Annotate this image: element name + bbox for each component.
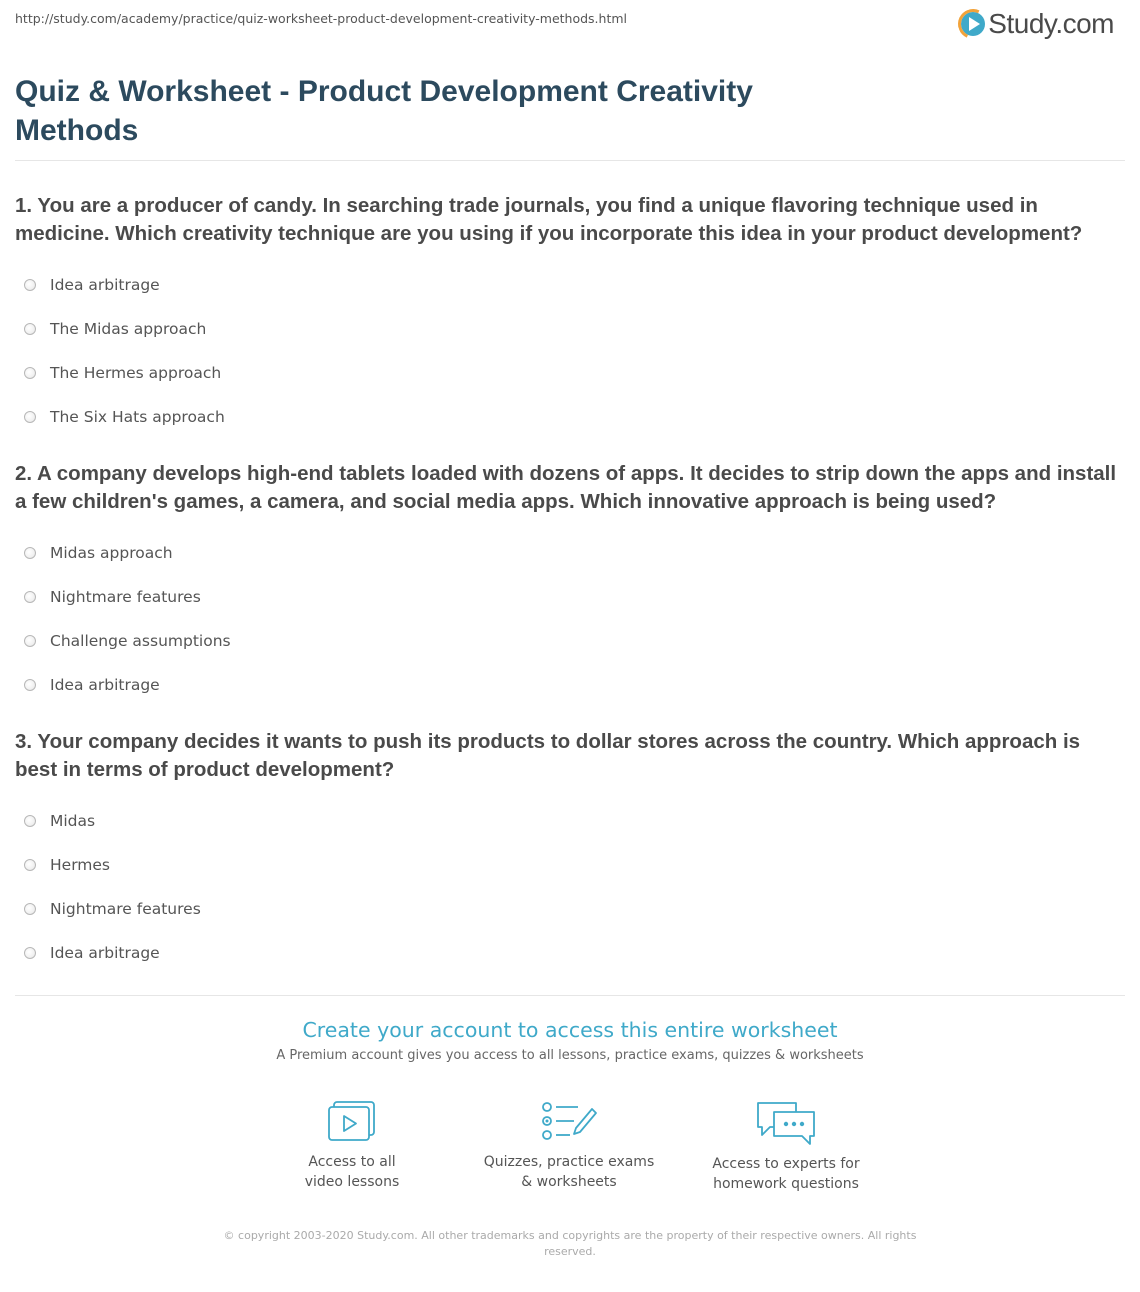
option-label: The Six Hats approach (50, 408, 225, 426)
answer-option[interactable] (15, 307, 1127, 351)
section-divider (15, 995, 1125, 996)
feature-quizzes (469, 1100, 669, 1192)
signup-promo (0, 1018, 1140, 1063)
answer-option[interactable] (15, 263, 1127, 307)
option-label: Nightmare features (50, 588, 201, 606)
chat-bubbles-icon (754, 1100, 818, 1146)
question-2 (15, 460, 1127, 707)
answer-options (15, 263, 1127, 439)
radio-button[interactable] (24, 323, 36, 335)
video-lessons-icon (325, 1100, 379, 1144)
feature-label-line2: homework questions (713, 1176, 859, 1192)
radio-button[interactable] (24, 279, 36, 291)
radio-button[interactable] (24, 547, 36, 559)
study-logo[interactable] (961, 8, 1114, 40)
question-1 (15, 192, 1127, 439)
radio-button[interactable] (24, 635, 36, 647)
answer-options (15, 531, 1127, 707)
radio-button[interactable] (24, 815, 36, 827)
promo-subtitle: A Premium account gives you access to all lessons, practice exams, quizzes & worksheets (276, 1048, 864, 1063)
answer-option[interactable] (15, 575, 1127, 619)
option-label: Nightmare features (50, 900, 201, 918)
option-label: Challenge assumptions (50, 632, 231, 650)
answer-option[interactable] (15, 531, 1127, 575)
option-label: Idea arbitrage (50, 944, 160, 962)
answer-option[interactable] (15, 843, 1127, 887)
feature-video-lessons (252, 1100, 452, 1192)
title-divider (15, 160, 1125, 161)
question-text: 3. Your company decides it wants to push its products to dollar stores across the country. Which approach is best in terms of product development? (15, 730, 1081, 781)
feature-label-line1: Access to experts for (712, 1156, 860, 1172)
answer-option[interactable] (15, 395, 1127, 439)
quiz-checklist-icon (540, 1100, 598, 1144)
page-title: Quiz & Worksheet - Product Development Creativity Methods (15, 75, 753, 147)
answer-option[interactable] (15, 931, 1127, 975)
copyright-notice: © copyright 2003-2020 Study.com. All other trademarks and copyrights are the property of their respective owners. All rights reserved. (223, 1229, 917, 1258)
radio-button[interactable] (24, 679, 36, 691)
create-account-link[interactable]: Create your account to access this entire worksheet (302, 1018, 838, 1042)
radio-button[interactable] (24, 411, 36, 423)
radio-button[interactable] (24, 367, 36, 379)
feature-experts (686, 1100, 886, 1194)
question-text: 1. You are a producer of candy. In searching trade journals, you find a unique flavoring technique used in medicine. Which creativity technique are you using if you incorporate this idea in your product development? (15, 194, 1083, 245)
logo-text: Study.com (988, 8, 1114, 39)
question-3 (15, 728, 1127, 975)
page-url: http://study.com/academy/practice/quiz-worksheet-product-development-creativity-methods.html (15, 11, 628, 26)
feature-label-line1: Quizzes, practice exams (483, 1154, 655, 1170)
radio-button[interactable] (24, 903, 36, 915)
answer-options (15, 799, 1127, 975)
option-label: The Midas approach (50, 320, 207, 338)
answer-option[interactable] (15, 799, 1127, 843)
play-logo-icon (961, 12, 985, 36)
option-label: Idea arbitrage (50, 276, 160, 294)
answer-option[interactable] (15, 663, 1127, 707)
feature-label-line2: & worksheets (521, 1174, 617, 1190)
answer-option[interactable] (15, 887, 1127, 931)
feature-label-line2: video lessons (304, 1174, 400, 1190)
radio-button[interactable] (24, 591, 36, 603)
question-text: 2. A company develops high-end tablets loaded with dozens of apps. It decides to strip down the apps and install a few children's games, a camera, and social media apps. Which innovative approach is being used? (15, 462, 1117, 513)
option-label: Hermes (50, 856, 111, 874)
option-label: Idea arbitrage (50, 676, 160, 694)
radio-button[interactable] (24, 859, 36, 871)
option-label: The Hermes approach (50, 364, 222, 382)
answer-option[interactable] (15, 619, 1127, 663)
feature-label-line1: Access to all (308, 1154, 396, 1170)
answer-option[interactable] (15, 351, 1127, 395)
option-label: Midas approach (50, 544, 173, 562)
radio-button[interactable] (24, 947, 36, 959)
option-label: Midas (50, 812, 96, 830)
